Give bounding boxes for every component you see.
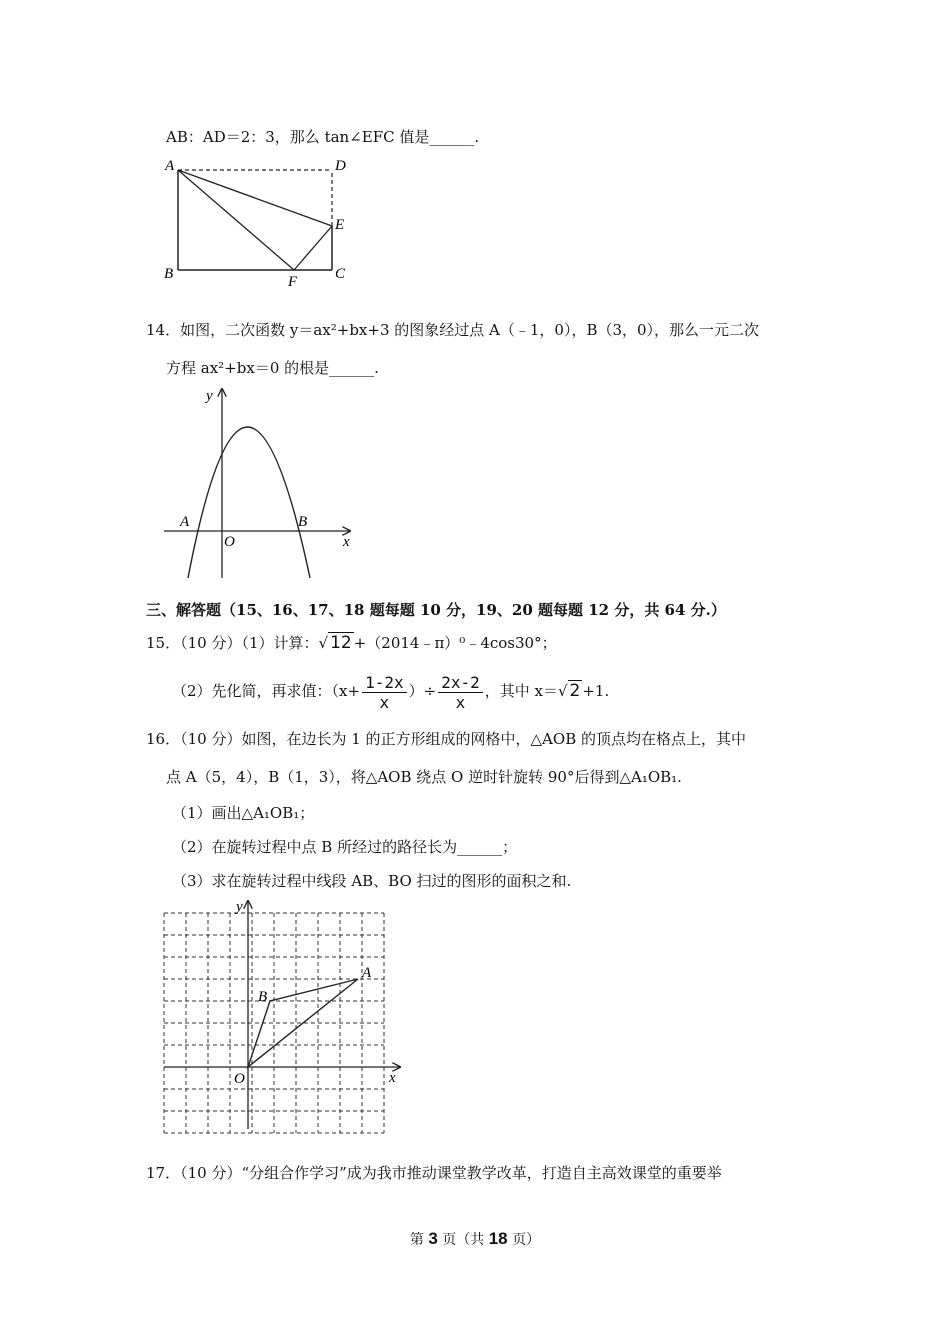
page-footer [0,1229,950,1249]
q16-part3: （3）求在旋转过程中线段 AB、BO 扫过的图形的面积之和. [172,872,572,890]
q14-line2: 方程 ax²+bx＝0 的根是______. [166,359,379,377]
q15-tail-suffix: +1. [582,682,610,700]
q15-frac1-den: x [379,692,390,712]
footer-page-number: 3 [428,1229,438,1248]
q15-between: ）÷ [408,682,437,700]
q15-fraction-1 [362,673,407,712]
q15-number: 15． [146,634,181,652]
section3-heading: 三、解答题（15、16、17、18 题每题 10 分，19、20 题每题 12 分，共 64 分.） [146,601,726,619]
q16-label-x: x [389,1070,396,1086]
q15-score: （10 分） [180,634,242,652]
q16-grid-figure [160,897,410,1137]
q16-line2: 点 A（5，4），B（1，3），将△AOB 绕点 O 逆时针旋转 90°后得到△A₁OB₁. [166,768,682,786]
q16-label-A: A [362,965,372,981]
q13-label-D: D [335,158,346,174]
q15-line1 [146,632,557,654]
q14-line1: 14．如图，二次函数 y＝ax²+bx+3 的图象经过点 A（﹣1，0），B（3，0），那么一元二次 [146,321,760,339]
q15-fraction-2 [438,673,483,712]
q14-label-B: B [298,514,308,530]
q17-line1: 17．（10 分）“分组合作学习”成为我市推动课堂教学改革，打造自主高效课堂的重要举 [146,1164,722,1182]
q15-frac2-num: 2x-2 [438,673,483,693]
q14-label-y: y [206,388,213,404]
q15-part1-suffix: +（2014﹣π）⁰﹣4cos30°； [353,634,557,652]
q16-label-y: y [236,899,243,915]
q15-sqrt2: √ 2 [557,681,581,701]
q16-line1: 16．（10 分）如图，在边长为 1 的正方形组成的网格中，△AOB 的顶点均在格点上，其中 [146,730,746,748]
q15-sqrt2-arg: 2 [569,681,581,701]
q15-part2-prefix: （2）先化简，再求值：（x+ [172,682,361,700]
q16-part2: （2）在旋转过程中点 B 所经过的路径长为______； [172,838,518,856]
q13-label-F: F [288,274,298,290]
q14-label-A: A [180,514,190,530]
q15-frac1-num: 1-2x [362,673,407,693]
q16-label-B: B [258,989,268,1005]
q16-label-O: O [234,1071,245,1087]
footer-prefix: 第 [409,1232,429,1248]
q14-label-x: x [343,534,350,550]
q15-line2 [172,669,609,713]
footer-middle: 页（共 [437,1232,489,1248]
footer-suffix: 页） [507,1232,541,1248]
footer-total-pages: 18 [488,1229,508,1248]
q16-part1: （1）画出△A₁OB₁； [172,804,315,822]
q15-tail-prefix: ，其中 x＝ [484,682,558,700]
q13-rectangle-figure [155,150,355,290]
q15-frac2-den: x [455,692,466,712]
q15-sqrt12-arg: 12 [330,633,352,653]
q13-tail-text: AB：AD＝2：3，那么 tan∠EFC 值是______. [166,128,480,146]
q15-part1-prefix: （1）计算： [241,634,319,652]
q13-label-B: B [164,266,174,282]
q16-grid-lines [164,913,384,1133]
q13-label-E: E [335,217,345,233]
q14-parabola-graph [160,383,360,583]
q13-label-A: A [165,158,175,174]
q14-label-O: O [224,534,235,550]
q13-label-C: C [335,266,346,282]
q15-sqrt12: √ 12 [318,633,352,653]
